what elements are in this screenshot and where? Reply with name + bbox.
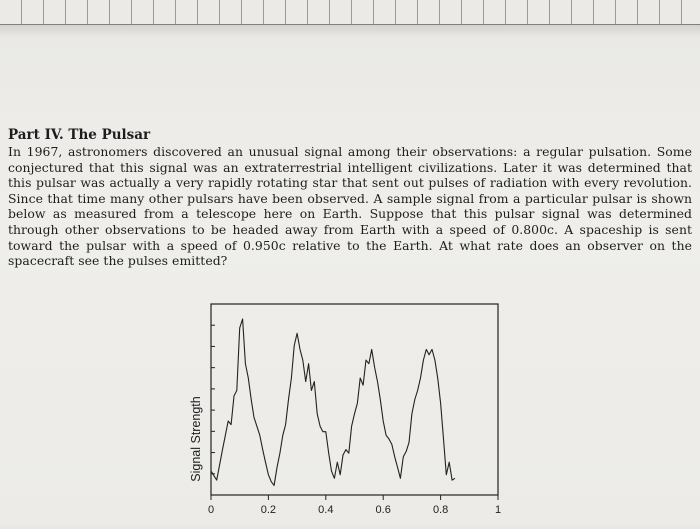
x-tick-label: 1 [494,504,502,516]
signal-chart [180,294,510,525]
signal-series-group [211,319,455,485]
x-tick-label: 0.8 [432,504,449,516]
page-shadow [0,24,700,38]
section-heading: Part IV. The Pulsar [8,127,151,143]
x-tick-group [208,495,501,516]
plot-frame [211,304,498,495]
problem-paragraph: In 1967, astronomers discovered an unusual signal among their observations: a regular pulsation. Some conjectured that this signal was an extraterrestrial intelligent civilizations. Later it was determined that this pulsar was actually a very rapidly rotating star that sent out pulses of radiation with every revolution. Since that time many other pulsars have been observed. A sample signal from a particular pulsar is shown below as measured from a telescope here on Earth. Suppose that this pulsar signal was determined through other observations to be headed away from Earth with a speed of 0.800c. A spaceship is sent toward the pulsar with a speed of 0.950c relative to the Earth. At what rate does an observer on the spacecraft see the pulses emitted? [8,144,692,269]
pulsar-signal-figure [180,294,510,525]
x-tick-label: 0.2 [260,504,277,516]
y-axis-label-text: Signal Strength [189,396,203,482]
x-tick-label: 0.6 [375,504,391,516]
problem-text [8,127,692,269]
plot-axes [211,304,498,495]
graph-paper-strip [0,0,700,25]
x-tick-label: 0 [207,504,215,516]
y-axis-label [186,379,206,499]
signal-line-0 [211,319,455,485]
x-tick-label: 0.4 [318,504,334,516]
